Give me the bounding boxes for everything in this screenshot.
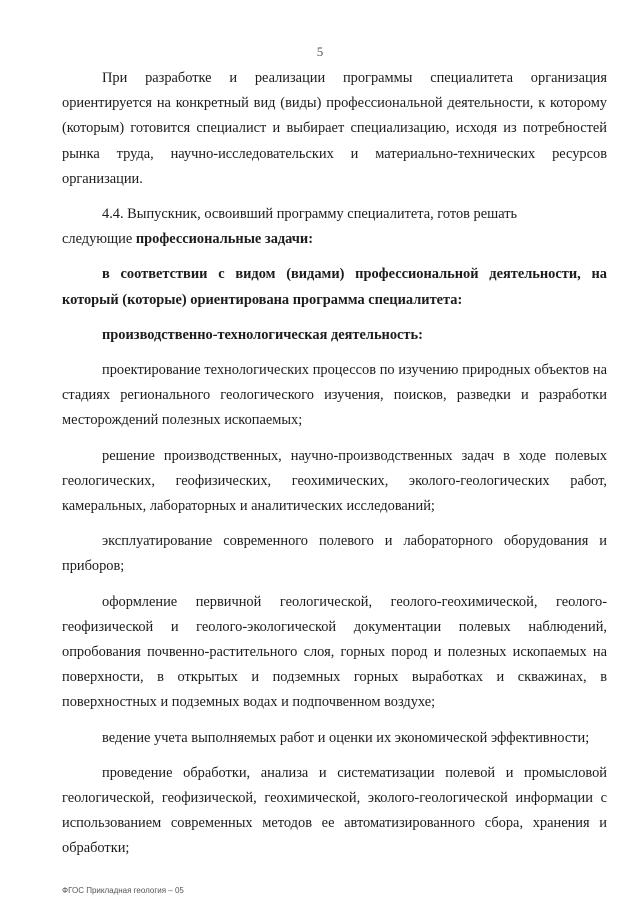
- task-accounting: ведение учета выполняемых работ и оценки их экономической эффективности;: [102, 729, 590, 746]
- professional-tasks-label: профессиональные задачи:: [135, 231, 313, 248]
- paragraph-graduate: [62, 202, 607, 252]
- paragraph-activity-types: в соответствии с видом (видами) профессиональной деятельности, на который (которые) ориентирована программа специалитета:: [62, 266, 607, 308]
- heading-production-activity: производственно-технологическая деятельность:: [102, 326, 423, 343]
- task-data-processing: проведение обработки, анализа и систематизации полевой и промысловой геологической, геофизической, геохимической, эколого-геологической информации с использованием современных методов ее автоматизированного сбора, хранения и обработки;: [62, 764, 607, 857]
- page-number: 5: [316, 44, 324, 59]
- paragraph-intro: При разработке и реализации программы специалитета организация ориентируется на конкретный вид (виды) профессиональной деятельности, к которому (которым) готовится специалист и выбирает специализацию, исходя из потребностей рынка труда, научно-исследовательских и материально-технических ресурсов организации.: [62, 70, 607, 187]
- task-equipment-operation: эксплуатирование современного полевого и лабораторного оборудования и приборов;: [62, 533, 607, 575]
- graduate-sentence: 4.4. Выпускник, освоивший программу специалитета, готов решать: [102, 206, 518, 223]
- page-footer: ФГОС Прикладная геология – 05: [62, 886, 184, 895]
- task-production-problems: решение производственных, научно-производственных задач в ходе полевых геологических, геофизических, геохимических, эколого-геологических работ, камеральных, лабораторных и аналитических исследований;: [62, 447, 607, 515]
- task-documentation: оформление первичной геологической, геолого-геохимической, геолого-геофизической и геолого-экологической документации полевых наблюдений, опробования почвенно-растительного слоя, горных пород и полезных ископаемых на поверхности, в открытых и подземных горных выработках и скважинах, в поверхностных и подземных водах и подпочвенном воздухе;: [62, 593, 607, 711]
- page-content: [62, 66, 607, 862]
- graduate-sentence-cont: следующие: [62, 231, 133, 248]
- task-design-processes: проектирование технологических процессов по изучению природных объектов на стадиях регионального геологического изучения, поисков, разведки и разработки месторождений полезных ископаемых;: [62, 362, 607, 429]
